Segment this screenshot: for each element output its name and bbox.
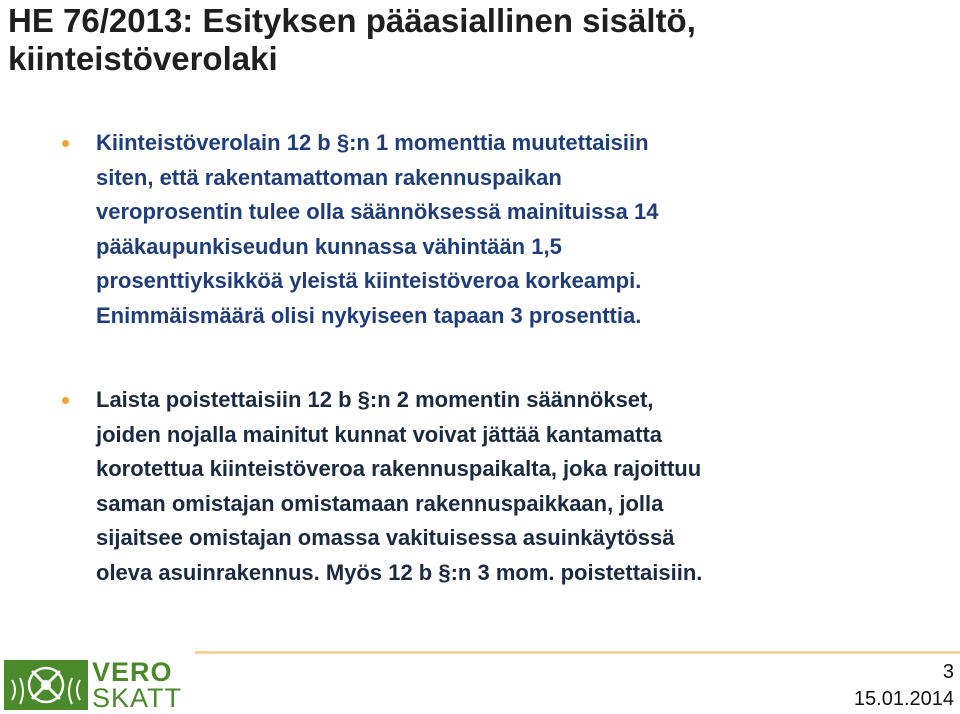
bullet-1-line-2: siten, että rakentamattoman rakennuspaikan: [96, 164, 562, 190]
bullet-2-line-3: korotettua kiinteistöveroa rakennuspaikalta, joka rajoittuu: [96, 456, 702, 481]
vero-skatt-logo: [4, 657, 184, 713]
bullet-1-line-4: pääkaupunkiseudun kunnassa vähintään 1,5: [96, 233, 562, 259]
slide-title: [8, 2, 948, 78]
bullet-2-line-1: Laista poistettaisiin 12 b §:n 2 momentin säännökset,: [96, 387, 654, 412]
bullet-1-line-3: veroprosentin tulee olla säännöksessä mainituissa 14: [96, 199, 659, 224]
bullet-marker: [62, 397, 69, 404]
bullet-text-2: [96, 383, 946, 590]
bullet-2-line-5: sijaitsee omistajan omassa vakituisessa asuinkäytössä: [96, 525, 675, 550]
bullet-text-1: [96, 126, 946, 333]
page-number: 3: [942, 661, 954, 683]
bullet-1-line-6: Enimmäismäärä olisi nykyiseen tapaan 3 prosenttia.: [96, 302, 642, 328]
slide-title-line-2: kiinteistöverolaki: [8, 40, 278, 77]
footer-date: 15.01.2014: [853, 688, 954, 710]
bullet-2-line-2: joiden nojalla mainitut kunnat voivat jättää kantamatta: [96, 421, 663, 447]
bullet-2-line-4: saman omistajan omistamaan rakennuspaikkaan, jolla: [96, 490, 664, 516]
slide-title-line-1: HE 76/2013: Esityksen pääasiallinen sisältö,: [8, 2, 696, 39]
bullet-1-line-1: Kiinteistöverolain 12 b §:n 1 momenttia muutettaisiin: [96, 130, 649, 155]
footer-divider: [195, 651, 960, 654]
vero-emblem-icon: [4, 660, 88, 710]
bullet-1-line-5: prosenttiyksikköä yleistä kiinteistöveroa korkeampi.: [96, 268, 642, 293]
logo-wordmark-vero: VERO: [92, 657, 173, 687]
logo-wordmark-skatt: SKATT: [92, 683, 183, 713]
bullet-2-line-6: oleva asuinrakennus. Myös 12 b §:n 3 mom. poistettaisiin.: [96, 559, 703, 585]
bullet-marker: [62, 140, 69, 147]
